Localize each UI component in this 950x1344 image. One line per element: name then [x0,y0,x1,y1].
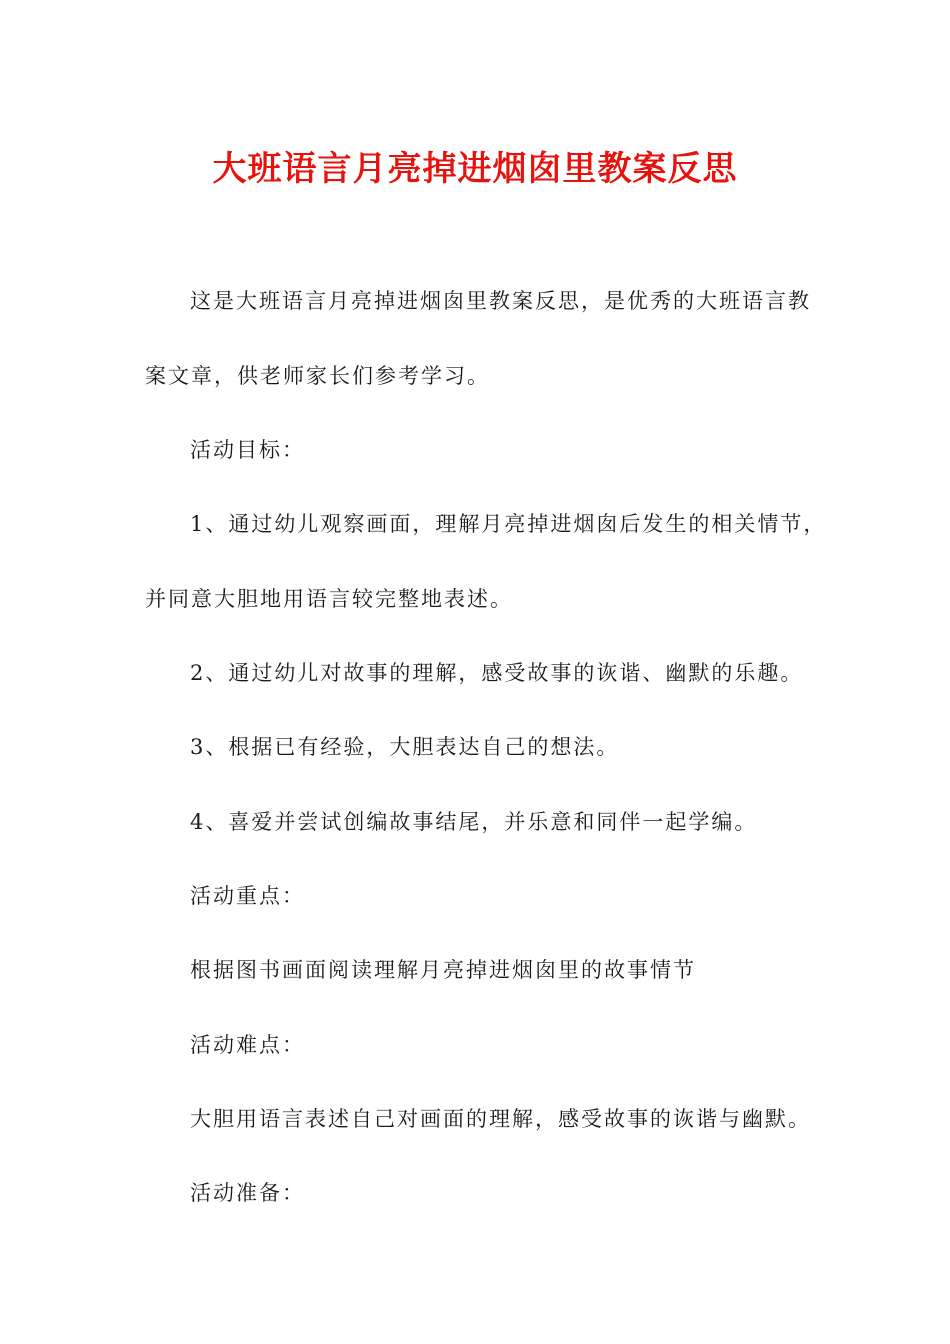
section-heading: 活动目标： [190,438,305,462]
section-heading: 活动难点： [190,1033,305,1057]
section-heading: 活动准备： [190,1181,305,1205]
section-heading: 活动重点： [190,884,305,908]
list-item-continuation: 并同意大胆地用语言较完整地表述。 [145,587,513,611]
document-title: 大班语言月亮掉进烟囱里教案反思 [212,149,738,189]
paragraph-line: 这是大班语言月亮掉进烟囱里教案反思，是优秀的大班语言教 [190,289,811,313]
paragraph-line: 案文章，供老师家长们参考学习。 [145,364,490,388]
list-item: 2、通过幼儿对故事的理解，感受故事的诙谐、幽默的乐趣。 [190,661,804,685]
list-item: 1、通过幼儿观察画面，理解月亮掉进烟囱后发生的相关情节， [190,512,827,536]
paragraph-line: 根据图书画面阅读理解月亮掉进烟囱里的故事情节 [190,958,696,982]
list-item: 4、喜爱并尝试创编故事结尾，并乐意和同伴一起学编。 [190,810,758,834]
list-item: 3、根据已有经验，大胆表达自己的想法。 [190,735,620,759]
paragraph-line: 大胆用语言表述自己对画面的理解，感受故事的诙谐与幽默。 [190,1107,811,1131]
